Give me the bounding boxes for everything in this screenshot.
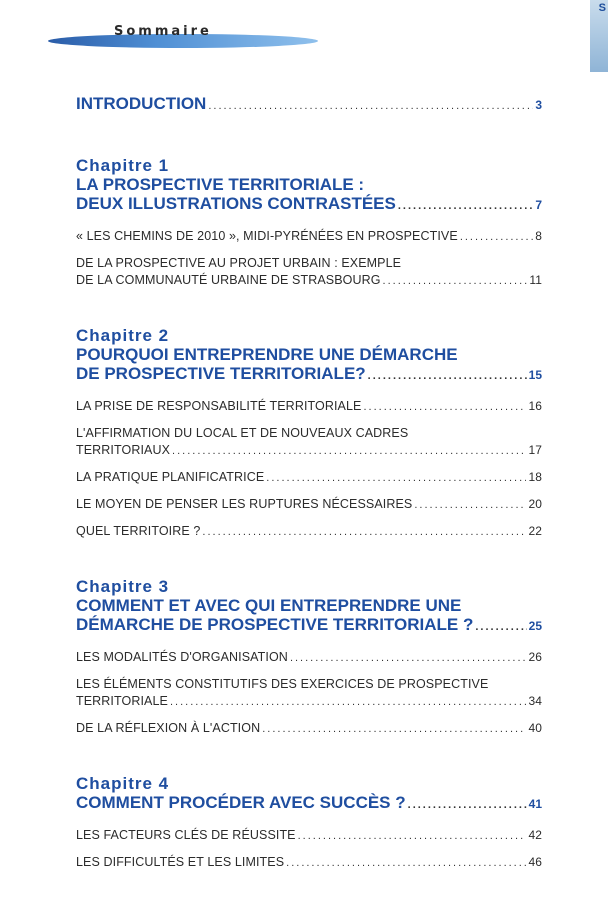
dot-leader bbox=[290, 650, 527, 667]
entry-page: 11 bbox=[529, 273, 542, 287]
entry-text: TERRITORIAUX bbox=[76, 443, 171, 457]
toc-entry[interactable] bbox=[76, 228, 542, 246]
chapter-3 bbox=[76, 577, 542, 738]
toc-introduction[interactable] bbox=[76, 94, 542, 114]
toc-entry[interactable] bbox=[76, 720, 542, 738]
entry-text: DE LA COMMUNAUTÉ URBAINE DE STRASBOURG bbox=[76, 273, 381, 287]
entry-text: LES DIFFICULTÉS ET LES LIMITES bbox=[76, 855, 285, 869]
dot-leader bbox=[398, 197, 533, 216]
chapter-title-line2: DÉMARCHE DE PROSPECTIVE TERRITORIALE ? bbox=[76, 615, 474, 634]
dot-leader bbox=[208, 100, 533, 112]
dot-leader bbox=[368, 367, 527, 386]
entry-page: 42 bbox=[528, 828, 542, 842]
entry-page: 46 bbox=[528, 855, 542, 869]
dot-leader bbox=[262, 721, 526, 738]
chapter-1 bbox=[76, 156, 542, 290]
toc-entry[interactable] bbox=[76, 425, 542, 460]
entry-text: LES MODALITÉS D'ORGANISATION bbox=[76, 650, 288, 664]
table-of-contents bbox=[76, 94, 542, 908]
chapter-title-row[interactable] bbox=[76, 194, 542, 216]
chapter-title-row[interactable] bbox=[76, 615, 542, 637]
entry-text: LE MOYEN DE PENSER LES RUPTURES NÉCESSAIRES bbox=[76, 497, 413, 511]
chapter-4 bbox=[76, 774, 542, 872]
dot-leader bbox=[408, 796, 527, 815]
entry-page: 34 bbox=[528, 694, 542, 708]
dot-leader bbox=[383, 273, 528, 290]
entry-page: 16 bbox=[528, 399, 542, 413]
chapter-label: Chapitre 2 bbox=[76, 326, 170, 345]
entry-text: LA PRISE DE RESPONSABILITÉ TERRITORIALE bbox=[76, 399, 362, 413]
chapter-page: 7 bbox=[535, 198, 542, 212]
entry-text: DE LA RÉFLEXION À L'ACTION bbox=[76, 721, 261, 735]
sommaire-header bbox=[48, 18, 318, 54]
entry-page: 22 bbox=[528, 524, 542, 538]
entry-text: LES FACTEURS CLÉS DE RÉUSSITE bbox=[76, 828, 296, 842]
edge-letter: S bbox=[598, 2, 606, 14]
introduction-label: INTRODUCTION bbox=[76, 94, 207, 113]
toc-entry[interactable] bbox=[76, 469, 542, 487]
chapter-label: Chapitre 4 bbox=[76, 774, 170, 793]
entry-page: 40 bbox=[528, 721, 542, 735]
header-title: Sommaire bbox=[114, 24, 212, 39]
chapter-label: Chapitre 1 bbox=[76, 156, 170, 175]
toc-entry[interactable] bbox=[76, 854, 542, 872]
dot-leader bbox=[172, 443, 526, 460]
dot-leader bbox=[202, 524, 526, 541]
toc-entry[interactable] bbox=[76, 649, 542, 667]
toc-entry[interactable] bbox=[76, 676, 542, 711]
dot-leader bbox=[286, 855, 526, 872]
chapter-title-line2: DE PROSPECTIVE TERRITORIALE? bbox=[76, 364, 366, 383]
chapter-title-line2: DEUX ILLUSTRATIONS CONTRASTÉES bbox=[76, 194, 396, 213]
dot-leader bbox=[363, 399, 526, 416]
entry-page: 8 bbox=[535, 229, 542, 243]
chapter-label: Chapitre 3 bbox=[76, 577, 170, 596]
chapter-page: 15 bbox=[528, 368, 542, 382]
introduction-page: 3 bbox=[535, 98, 542, 112]
dot-leader bbox=[170, 694, 526, 711]
chapter-2 bbox=[76, 326, 542, 541]
entry-page: 17 bbox=[528, 443, 542, 457]
entry-page: 18 bbox=[528, 470, 542, 484]
dot-leader bbox=[266, 470, 526, 487]
entry-text: TERRITORIALE bbox=[76, 694, 168, 708]
chapter-title-line1: COMMENT ET AVEC QUI ENTREPRENDRE UNE bbox=[76, 596, 462, 615]
dot-leader bbox=[298, 828, 527, 845]
chapter-page: 25 bbox=[528, 619, 542, 633]
entry-text-line1: DE LA PROSPECTIVE AU PROJET URBAIN : EXEMPLE bbox=[76, 256, 402, 270]
chapter-title-row[interactable] bbox=[76, 793, 542, 815]
chapter-title-row[interactable] bbox=[76, 364, 542, 386]
entry-text-line1: LES ÉLÉMENTS CONSTITUTIFS DES EXERCICES DE PROSPECTIVE bbox=[76, 677, 489, 691]
toc-entry[interactable] bbox=[76, 255, 542, 290]
page-edge-tab bbox=[590, 0, 608, 72]
dot-leader bbox=[414, 497, 526, 514]
toc-entry[interactable] bbox=[76, 496, 542, 514]
toc-entry[interactable] bbox=[76, 827, 542, 845]
toc-entry[interactable] bbox=[76, 523, 542, 541]
dot-leader bbox=[460, 229, 533, 246]
entry-text: QUEL TERRITOIRE ? bbox=[76, 524, 201, 538]
dot-leader bbox=[475, 618, 526, 637]
entry-text: LA PRATIQUE PLANIFICATRICE bbox=[76, 470, 265, 484]
chapter-title-line2: COMMENT PROCÉDER AVEC SUCCÈS ? bbox=[76, 793, 406, 812]
toc-entry[interactable] bbox=[76, 398, 542, 416]
entry-page: 20 bbox=[528, 497, 542, 511]
chapter-title-line1: LA PROSPECTIVE TERRITORIALE : bbox=[76, 175, 365, 194]
chapter-page: 41 bbox=[528, 797, 542, 811]
entry-text-line1: L'AFFIRMATION DU LOCAL ET DE NOUVEAUX CADRES bbox=[76, 426, 409, 440]
entry-page: 26 bbox=[528, 650, 542, 664]
chapter-title-line1: POURQUOI ENTREPRENDRE UNE DÉMARCHE bbox=[76, 345, 458, 364]
entry-text: « LES CHEMINS DE 2010 », MIDI-PYRÉNÉES EN PROSPECTIVE bbox=[76, 229, 458, 243]
